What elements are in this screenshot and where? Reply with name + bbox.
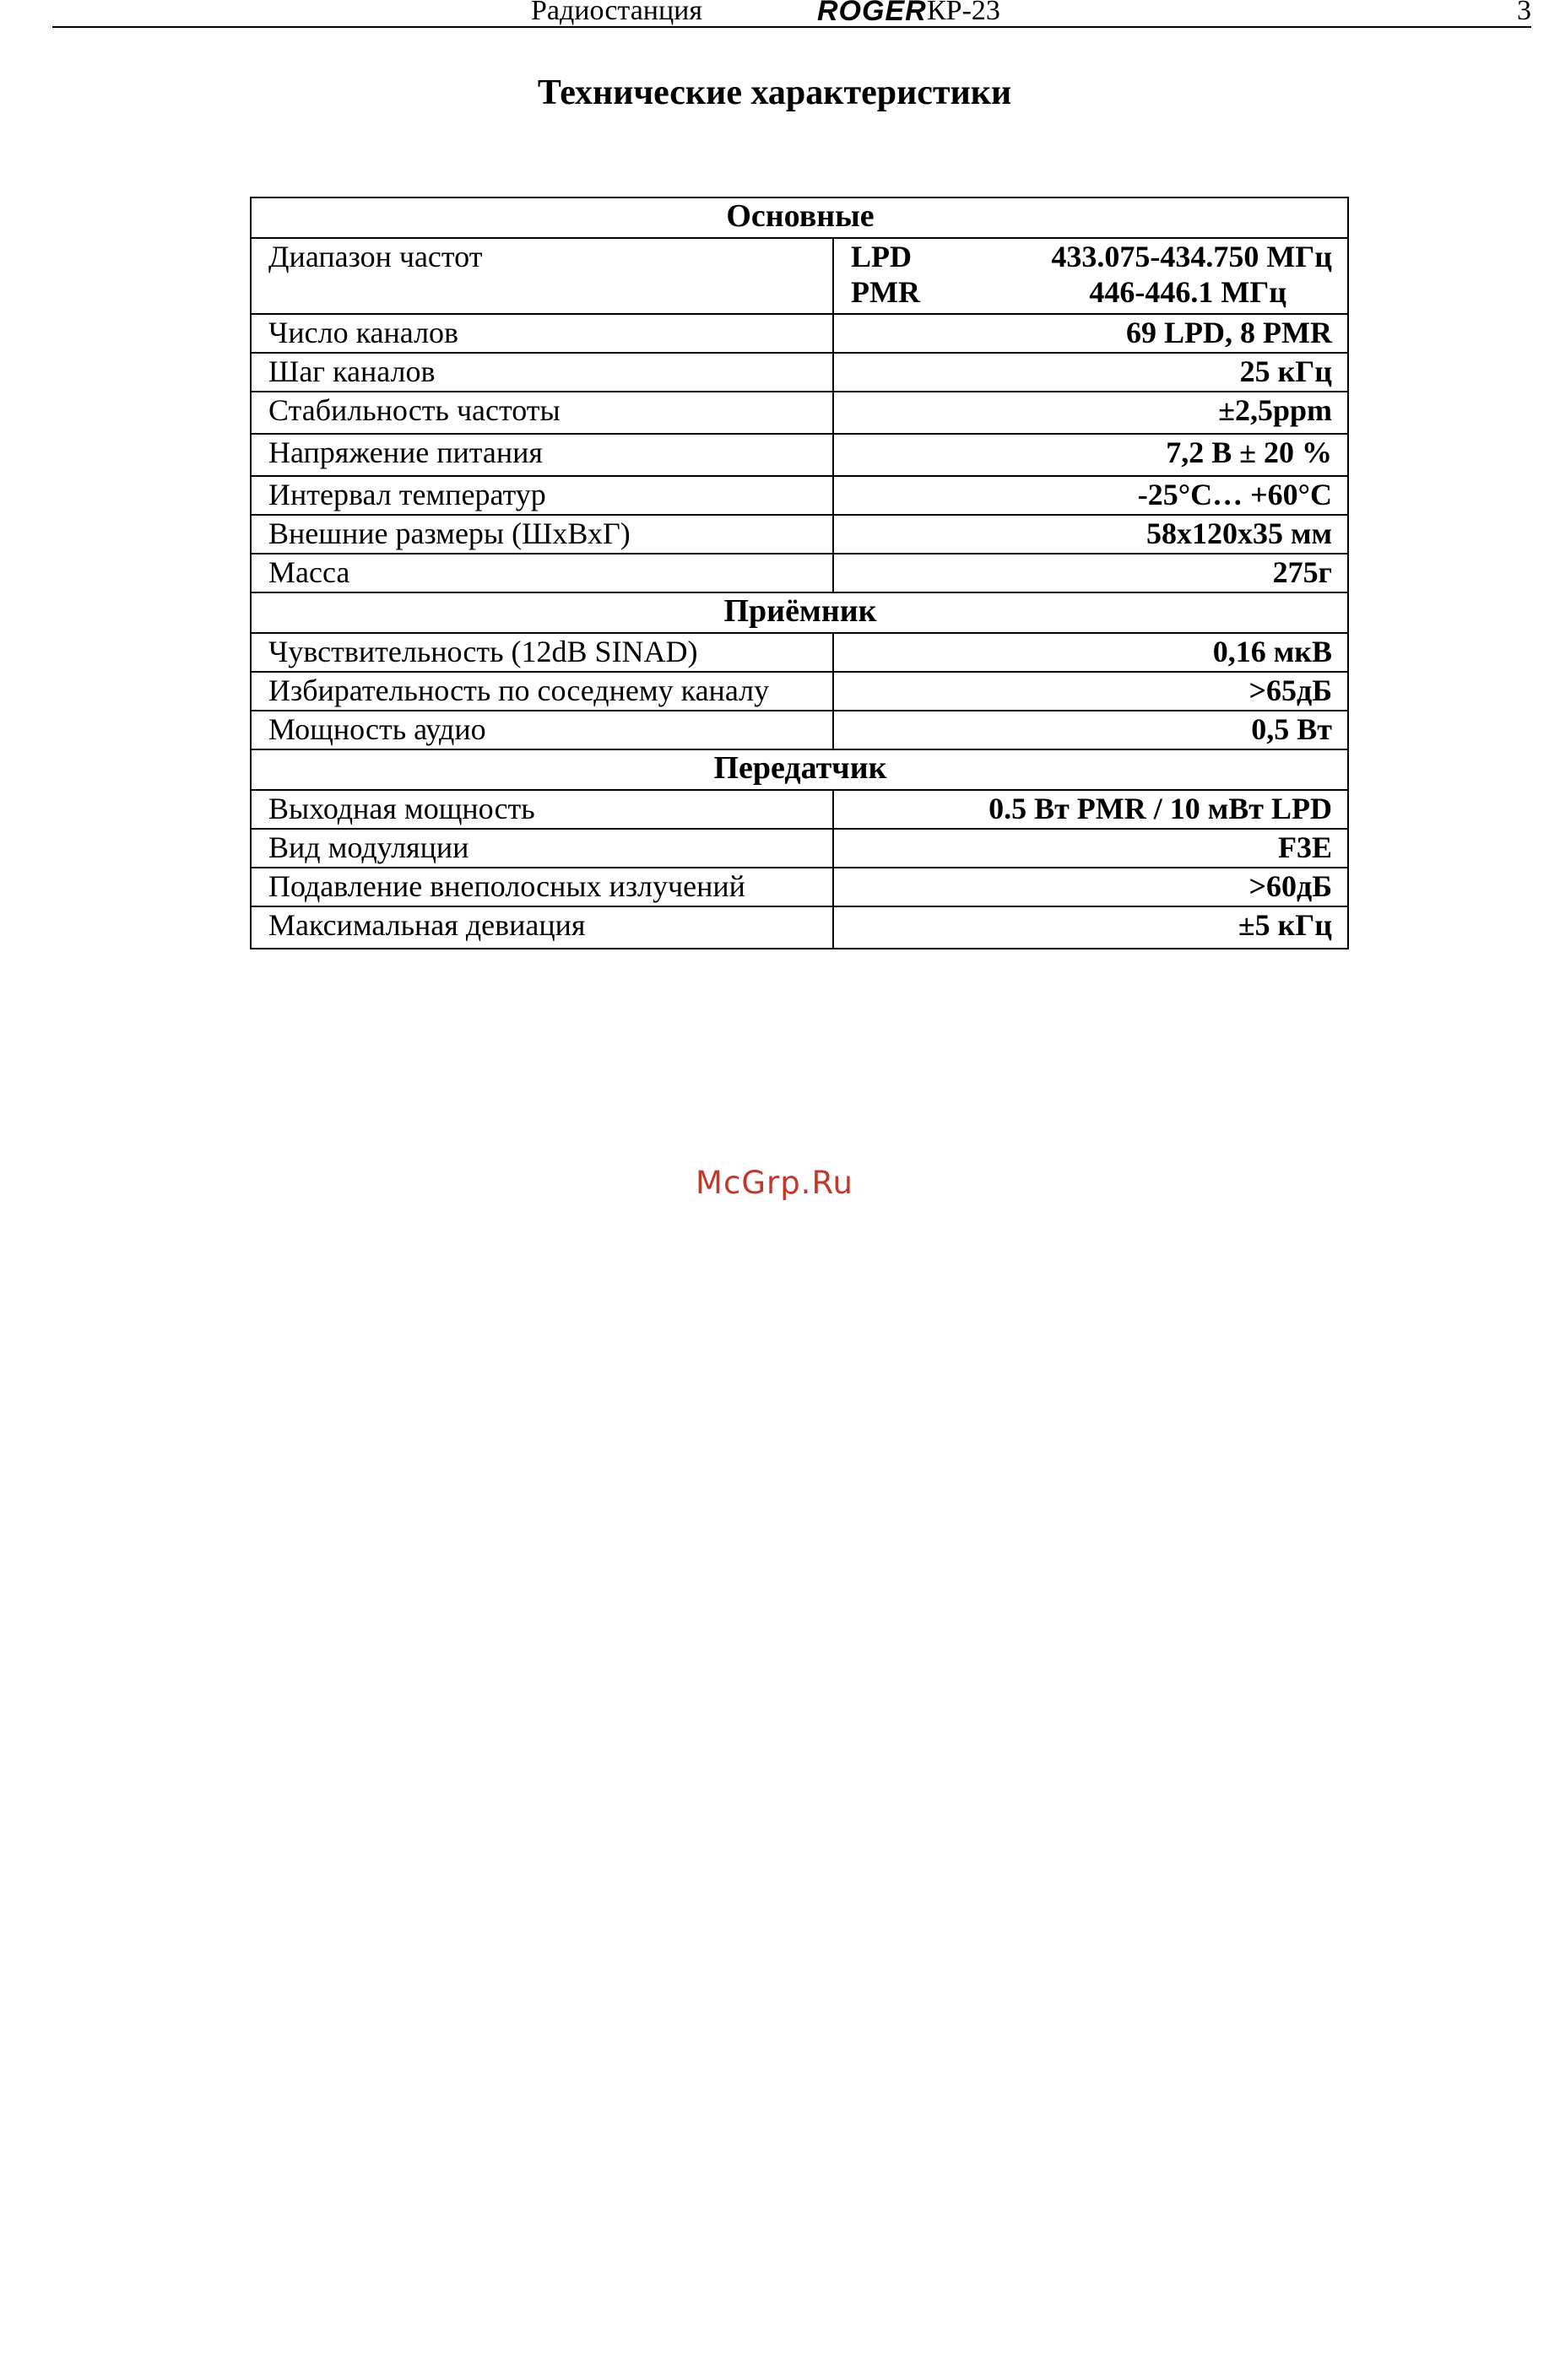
watermark: McGrp.Ru [696,1165,853,1201]
specs-table [250,197,1349,949]
spec-label: Внешние размеры (ШхВхГ) [251,515,833,554]
spec-label: Избирательность по соседнему каналу [251,672,833,711]
section-header-transmitter: Передатчик [251,749,1348,790]
spec-value: >65дБ [833,672,1348,711]
freq-band-name: LPD [851,240,912,273]
spec-label: Масса [251,554,833,592]
page-title: Технические характеристики [537,73,1012,112]
header-doc-title: Радиостанция [531,0,703,26]
table-row [251,238,1348,314]
table-row [251,829,1348,868]
spec-label: Максимальная девиация [251,906,833,949]
table-row [251,476,1348,515]
spec-value: -25°С… +60°С [833,476,1348,515]
freq-range-label: Диапазон частот [251,238,833,314]
table-row [251,515,1348,554]
spec-value: 0,5 Вт [833,711,1348,749]
spec-value: 58х120х35 мм [833,515,1348,554]
section-header-main: Основные [251,197,1348,238]
table-row [251,711,1348,749]
spec-value: 0,16 мкВ [833,633,1348,672]
spec-value: 0.5 Вт PMR / 10 мВт LPD [833,790,1348,829]
spec-label: Стабильность частоты [251,392,833,434]
freq-band-value: 446-446.1 МГц [1089,275,1286,309]
page-number: 3 [1517,0,1531,26]
freq-band-row [851,274,1332,310]
spec-label: Выходная мощность [251,790,833,829]
freq-band-name: PMR [851,275,920,309]
header-brand-logo: ROGER [817,0,927,27]
table-row [251,672,1348,711]
spec-label: Число каналов [251,314,833,353]
table-row [251,434,1348,476]
table-row [251,392,1348,434]
spec-value: 275г [833,554,1348,592]
freq-band-value: 433.075-434.750 МГц [1051,240,1332,273]
spec-label: Шаг каналов [251,353,833,392]
section-header-receiver: Приёмник [251,592,1348,633]
freq-range-values [833,238,1348,314]
spec-label: Вид модуляции [251,829,833,868]
spec-label: Напряжение питания [251,434,833,476]
spec-label: Интервал температур [251,476,833,515]
table-row [251,868,1348,906]
spec-value: ±5 кГц [833,906,1348,949]
table-row [251,353,1348,392]
spec-label: Чувствительность (12dB SINAD) [251,633,833,672]
header-model: КР-23 [927,0,1000,26]
table-row [251,906,1348,949]
table-row [251,633,1348,672]
spec-value: 25 кГц [833,353,1348,392]
table-row [251,314,1348,353]
freq-band-row [851,239,1332,274]
page-header [52,0,1531,28]
spec-value: >60дБ [833,868,1348,906]
spec-value: 69 LPD, 8 PMR [833,314,1348,353]
spec-value: ±2,5ppm [833,392,1348,434]
table-row [251,554,1348,592]
spec-label: Мощность аудио [251,711,833,749]
spec-label: Подавление внеполосных излучений [251,868,833,906]
spec-value: F3E [833,829,1348,868]
table-row [251,790,1348,829]
spec-value: 7,2 В ± 20 % [833,434,1348,476]
